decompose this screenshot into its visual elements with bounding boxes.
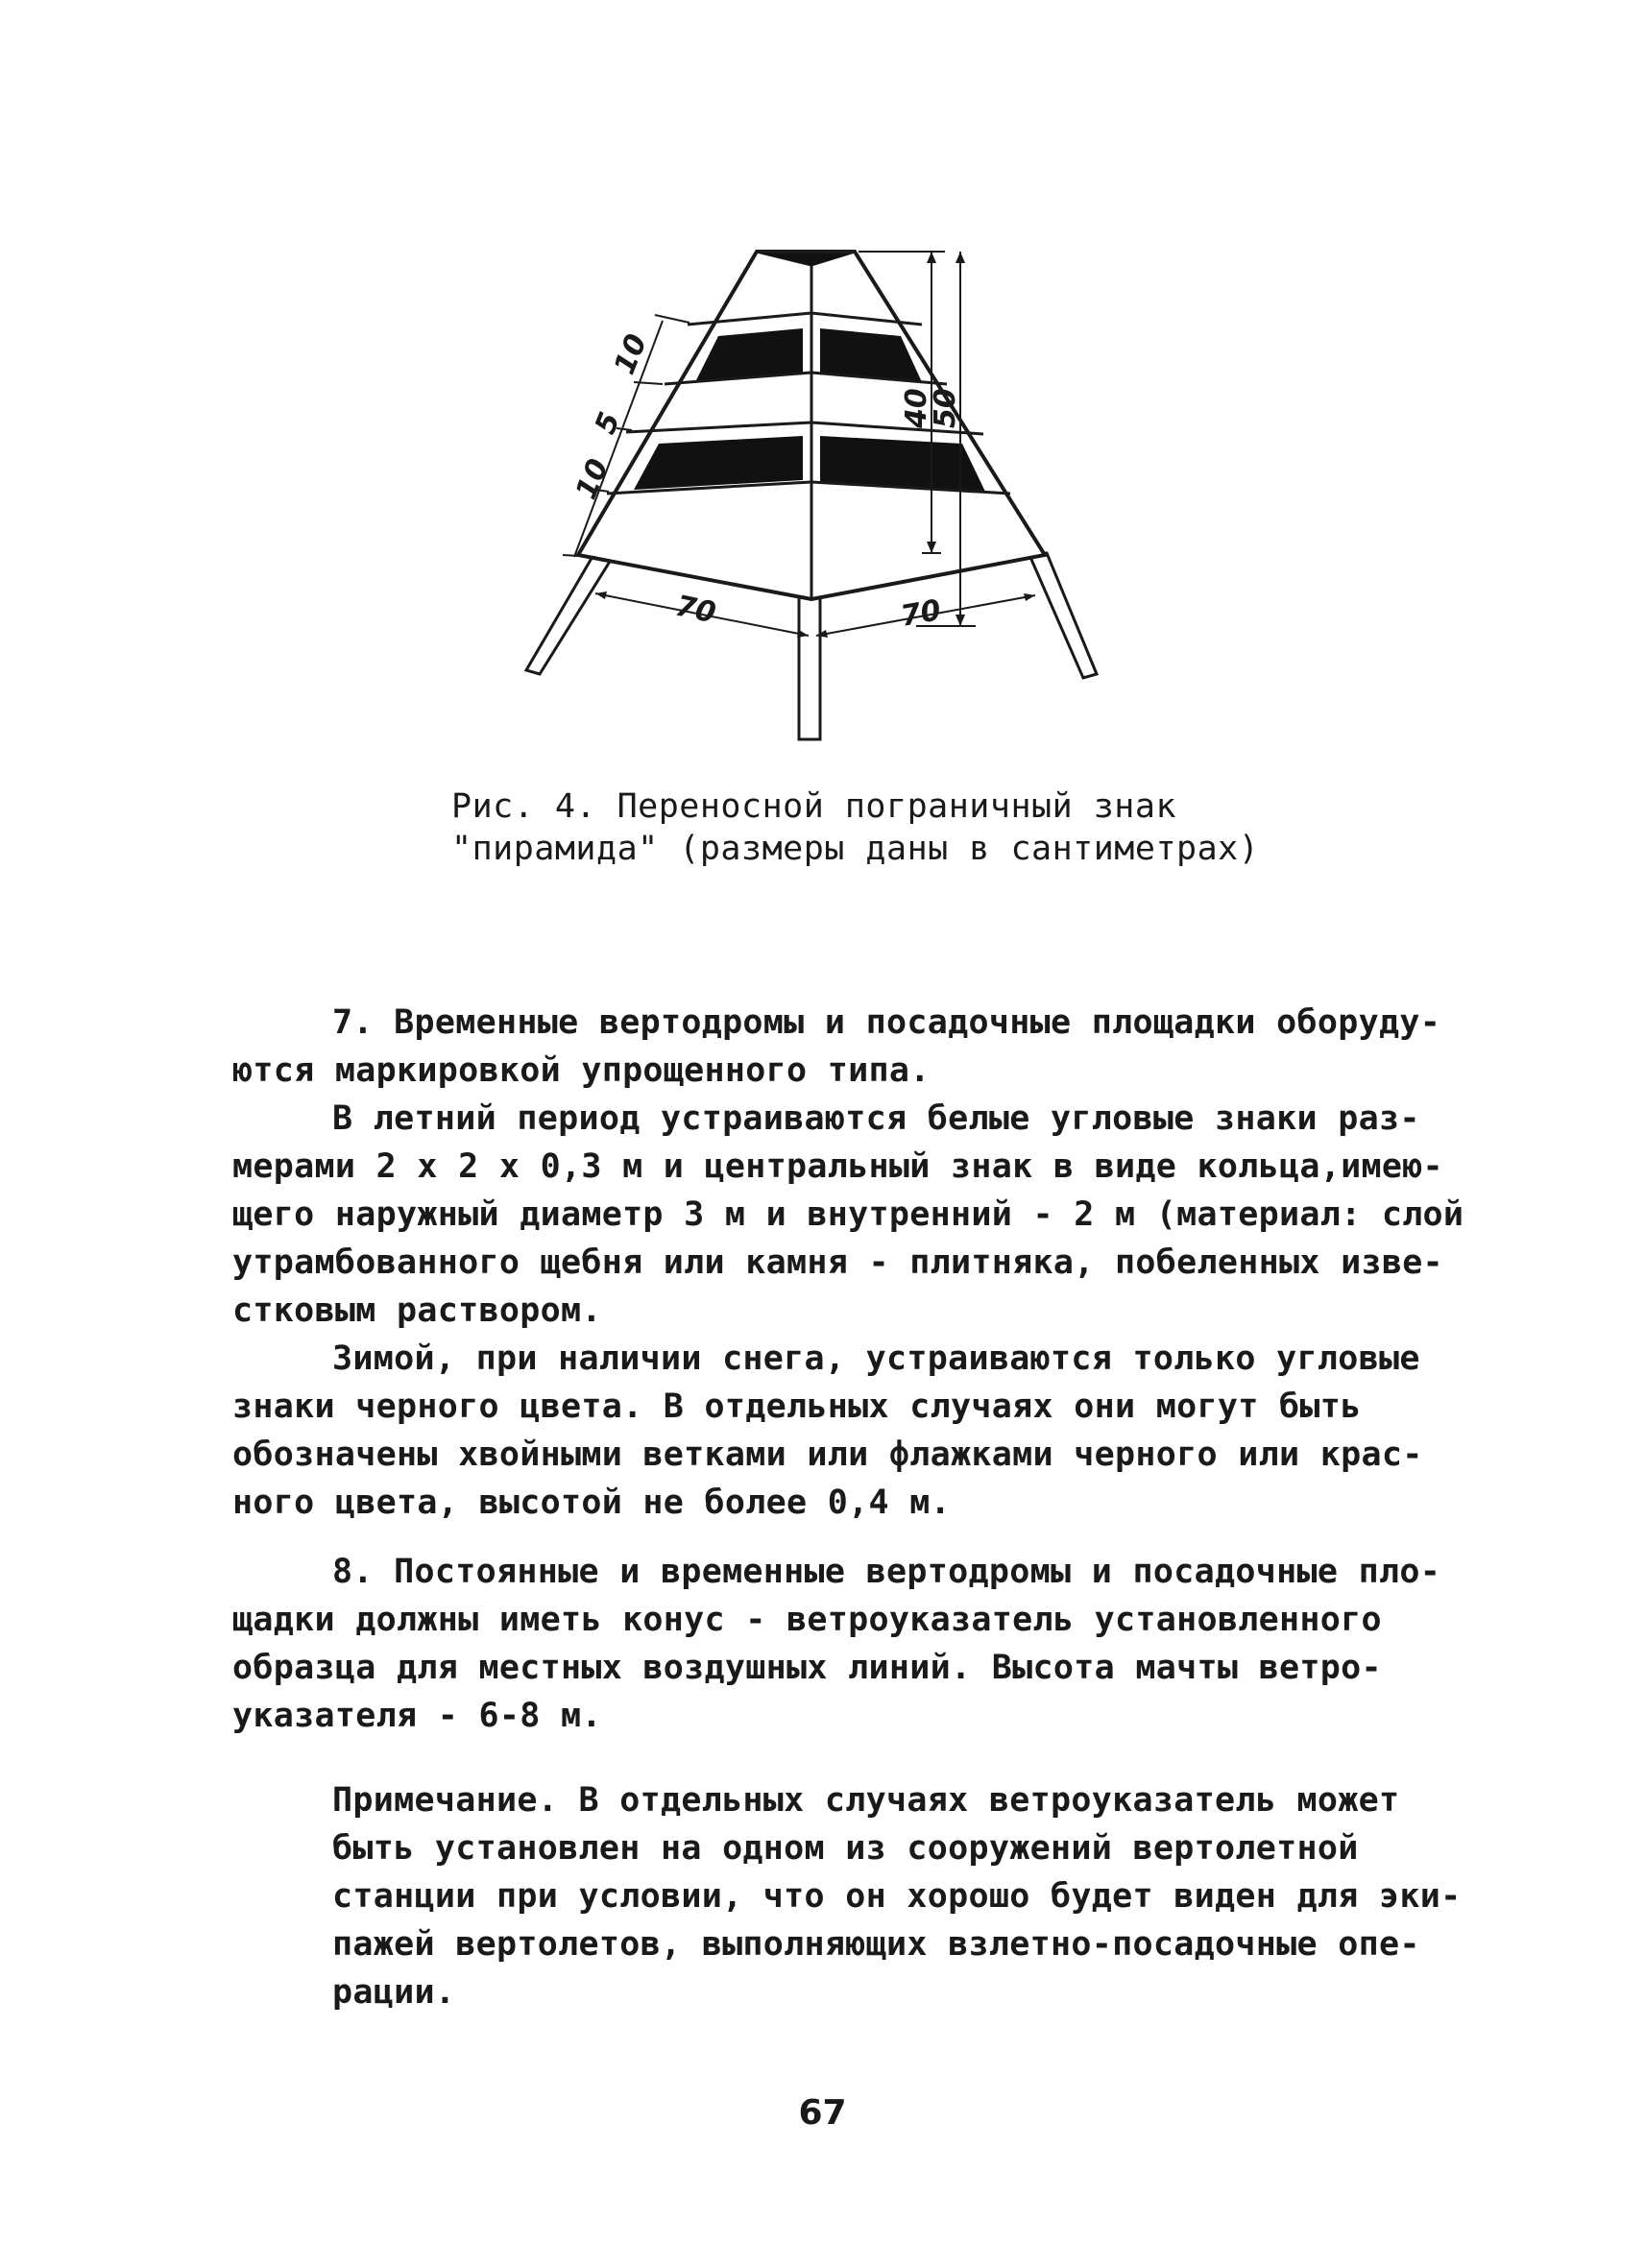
text-line: указателя - 6-8 м. xyxy=(232,1697,602,1735)
dim-label-70-left: 70 xyxy=(672,589,719,631)
text-line: 8. Постоянные и временные вертодромы и посадочные пло- xyxy=(332,1553,1441,1591)
text-line: ного цвета, высотой не более 0,4 м. xyxy=(232,1484,952,1522)
section-7-paragraph xyxy=(232,999,1442,1095)
text-line: Зимой, при наличии снега, устраиваются только угловые xyxy=(332,1339,1420,1378)
text-line: щего наружный диаметр 3 м и внутренний - 2 м (материал: слой xyxy=(232,1195,1464,1234)
text-line: быть установлен на одном из сооружений вертолетной xyxy=(332,1829,1359,1868)
caption-line-1: Рис. 4. Переносной пограничный знак xyxy=(451,787,1177,826)
dim-label-5: 5 xyxy=(588,407,628,439)
dim-label-70-right: 70 xyxy=(898,593,944,634)
text-line: станции при условии, что он хорошо будет виден для эки- xyxy=(332,1877,1462,1916)
text-line: 7. Временные вертодромы и посадочные площадки оборуду- xyxy=(332,1003,1441,1042)
body-text xyxy=(232,999,1464,1740)
paragraph-spacer xyxy=(232,1527,1442,1548)
note-paragraph xyxy=(332,1776,1462,2016)
dim-label-40: 40 xyxy=(900,388,933,428)
pyramid-diagram xyxy=(519,230,1133,768)
text-line: знаки черного цвета. В отдельных случаях они могут быть xyxy=(232,1387,1362,1426)
section-8-paragraph xyxy=(232,1548,1442,1740)
dim-label-50: 50 xyxy=(929,388,962,428)
text-line: образца для местных воздушных линий. Высота мачты ветро- xyxy=(232,1649,1382,1687)
dim-label-10-bottom: 10 xyxy=(568,454,617,504)
text-line: щадки должны иметь конус - ветроуказатель установленного xyxy=(232,1601,1382,1639)
text-line: обозначены хвойными ветками или флажками черного или крас- xyxy=(232,1436,1423,1474)
text-line: рации. xyxy=(332,1973,456,2012)
text-line: В летний период устраиваются белые угловые знаки раз- xyxy=(332,1099,1420,1138)
figure-caption xyxy=(451,785,1412,870)
winter-paragraph xyxy=(232,1335,1442,1527)
right-leg xyxy=(1029,553,1097,678)
pyramid-border-sign-figure xyxy=(519,230,1133,768)
text-line: мерами 2 х 2 х 0,3 м и центральный знак в виде кольца,имею- xyxy=(232,1147,1443,1186)
text-line: стковым раствором. xyxy=(232,1291,602,1330)
center-leg xyxy=(799,595,820,739)
text-line: ются маркировкой упрощенного типа. xyxy=(232,1051,931,1090)
text-line: пажей вертолетов, выполняющих взлетно-посадочные опе- xyxy=(332,1925,1420,1964)
pyramid-body xyxy=(578,252,1045,599)
left-leg xyxy=(526,555,613,674)
dim-label-10-top: 10 xyxy=(607,329,655,379)
summer-paragraph xyxy=(232,1095,1464,1335)
caption-line-2: "пирамида" (размеры даны в сантиметрах) xyxy=(451,830,1260,868)
text-line: Примечание. В отдельных случаях ветроуказатель может xyxy=(332,1781,1400,1820)
page-number: 67 xyxy=(798,2093,847,2133)
text-line: утрамбованного щебня или камня - плитняка, побеленных изве- xyxy=(232,1243,1443,1282)
